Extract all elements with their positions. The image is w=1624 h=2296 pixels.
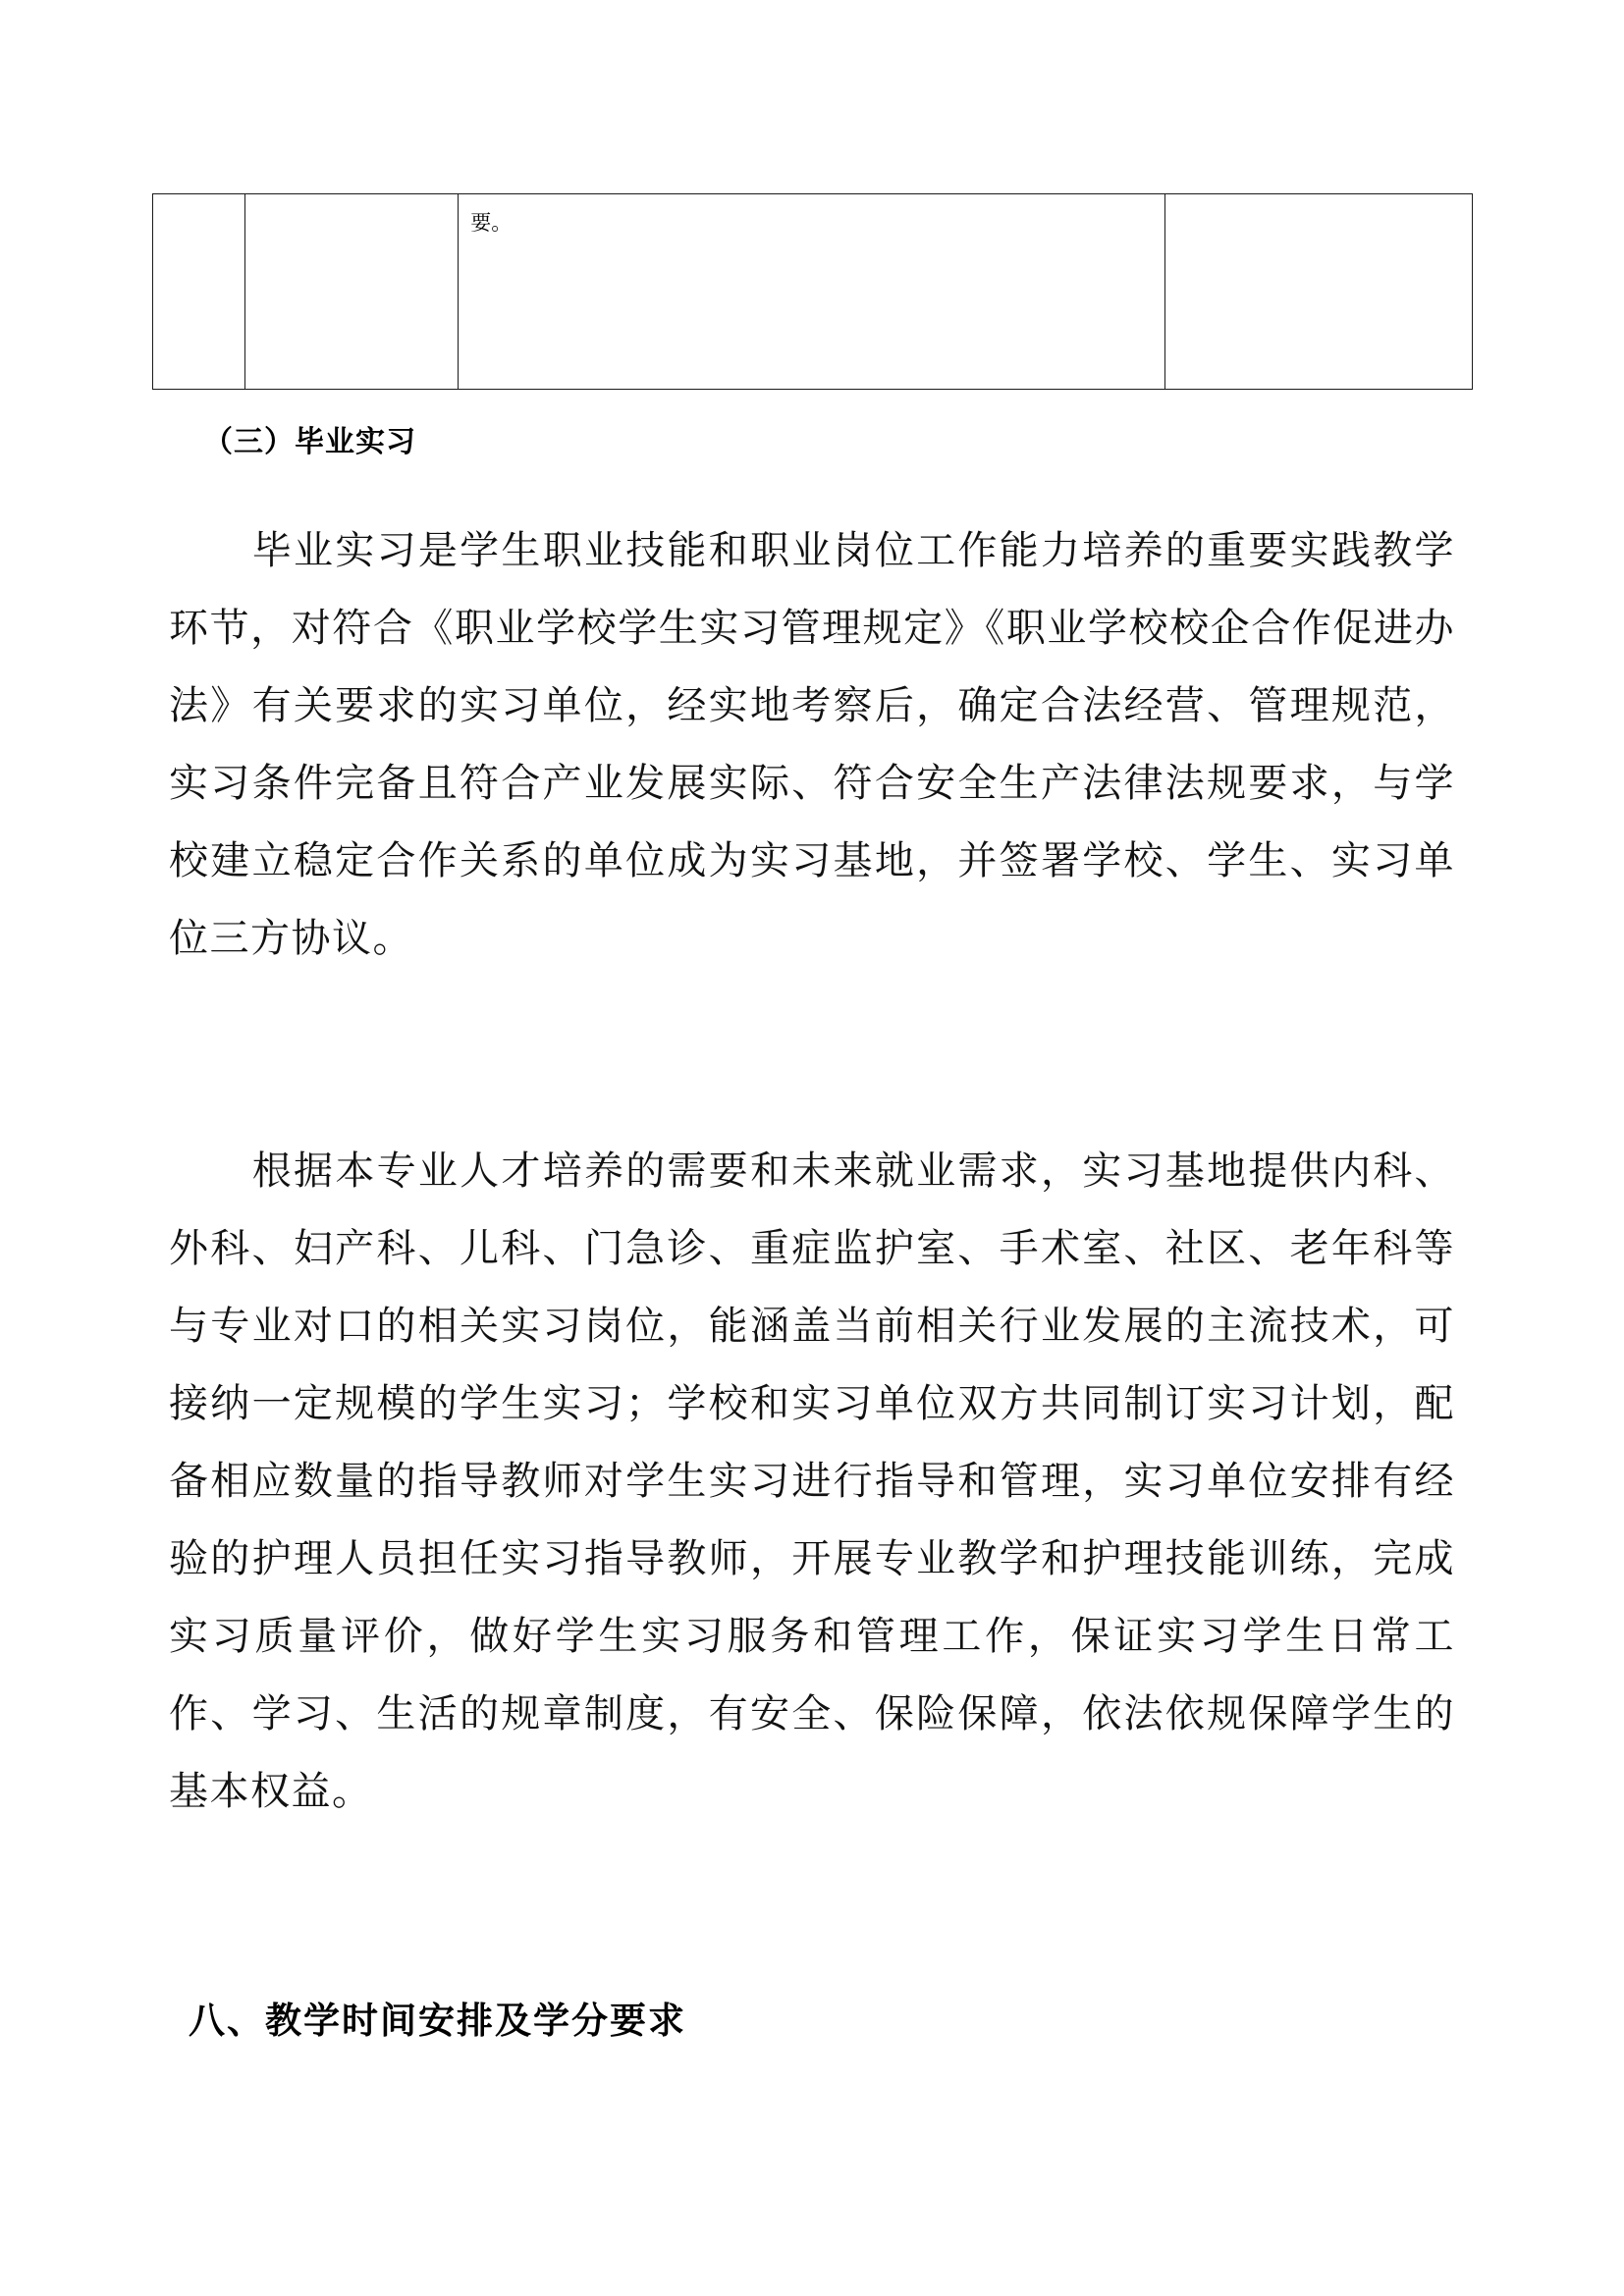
continued-table-container [152,193,1473,390]
sub-heading-graduation-internship: （三）毕业实习 [203,425,416,459]
table-row [153,194,1473,390]
section-heading-teaching-schedule: 八、教学时间安排及学分要求 [189,2000,686,2042]
paragraph-text: 毕业实习是学生职业技能和职业岗位工作能力培养的重要实践教学环节，对符合《职业学校学生实习管理规定》《职业学校校企合作促进办法》有关要求的实习单位，经实地考察后，确定合法经营、管理规范，实习条件完备且符合产业发展实际、符合安全生产法律法规要求，与学校建立稳定合作关系的单位成为实习基地，并签署学校、学生、实习单位三方协议。 [169,528,1455,961]
table-cell-content: 要。 [459,194,1165,390]
table-cell-remark [1165,194,1473,390]
continued-table [152,193,1473,390]
paragraph-text: 根据本专业人才培养的需要和未来就业需求，实习基地提供内科、外科、妇产科、儿科、门急诊、重症监护室、手术室、社区、老年科等与专业对口的相关实习岗位，能涵盖当前相关行业发展的主流技术，可接纳一定规模的学生实习；学校和实习单位双方共同制订实习计划，配备相应数量的指导教师对学生实习进行指导和管理，实习单位安排有经验的护理人员担任实习指导教师，开展专业教学和护理技能训练，完成实习质量评价，做好学生实习服务和管理工作，保证实习学生日常工作、学习、生活的规章制度，有安全、保险保障，依法依规保障学生的基本权益。 [169,1148,1455,1814]
table-cell-category [244,194,458,390]
paragraph-internship-bases [169,1133,1455,1831]
table-cell-index [153,194,245,390]
paragraph-internship-definition [169,512,1455,978]
